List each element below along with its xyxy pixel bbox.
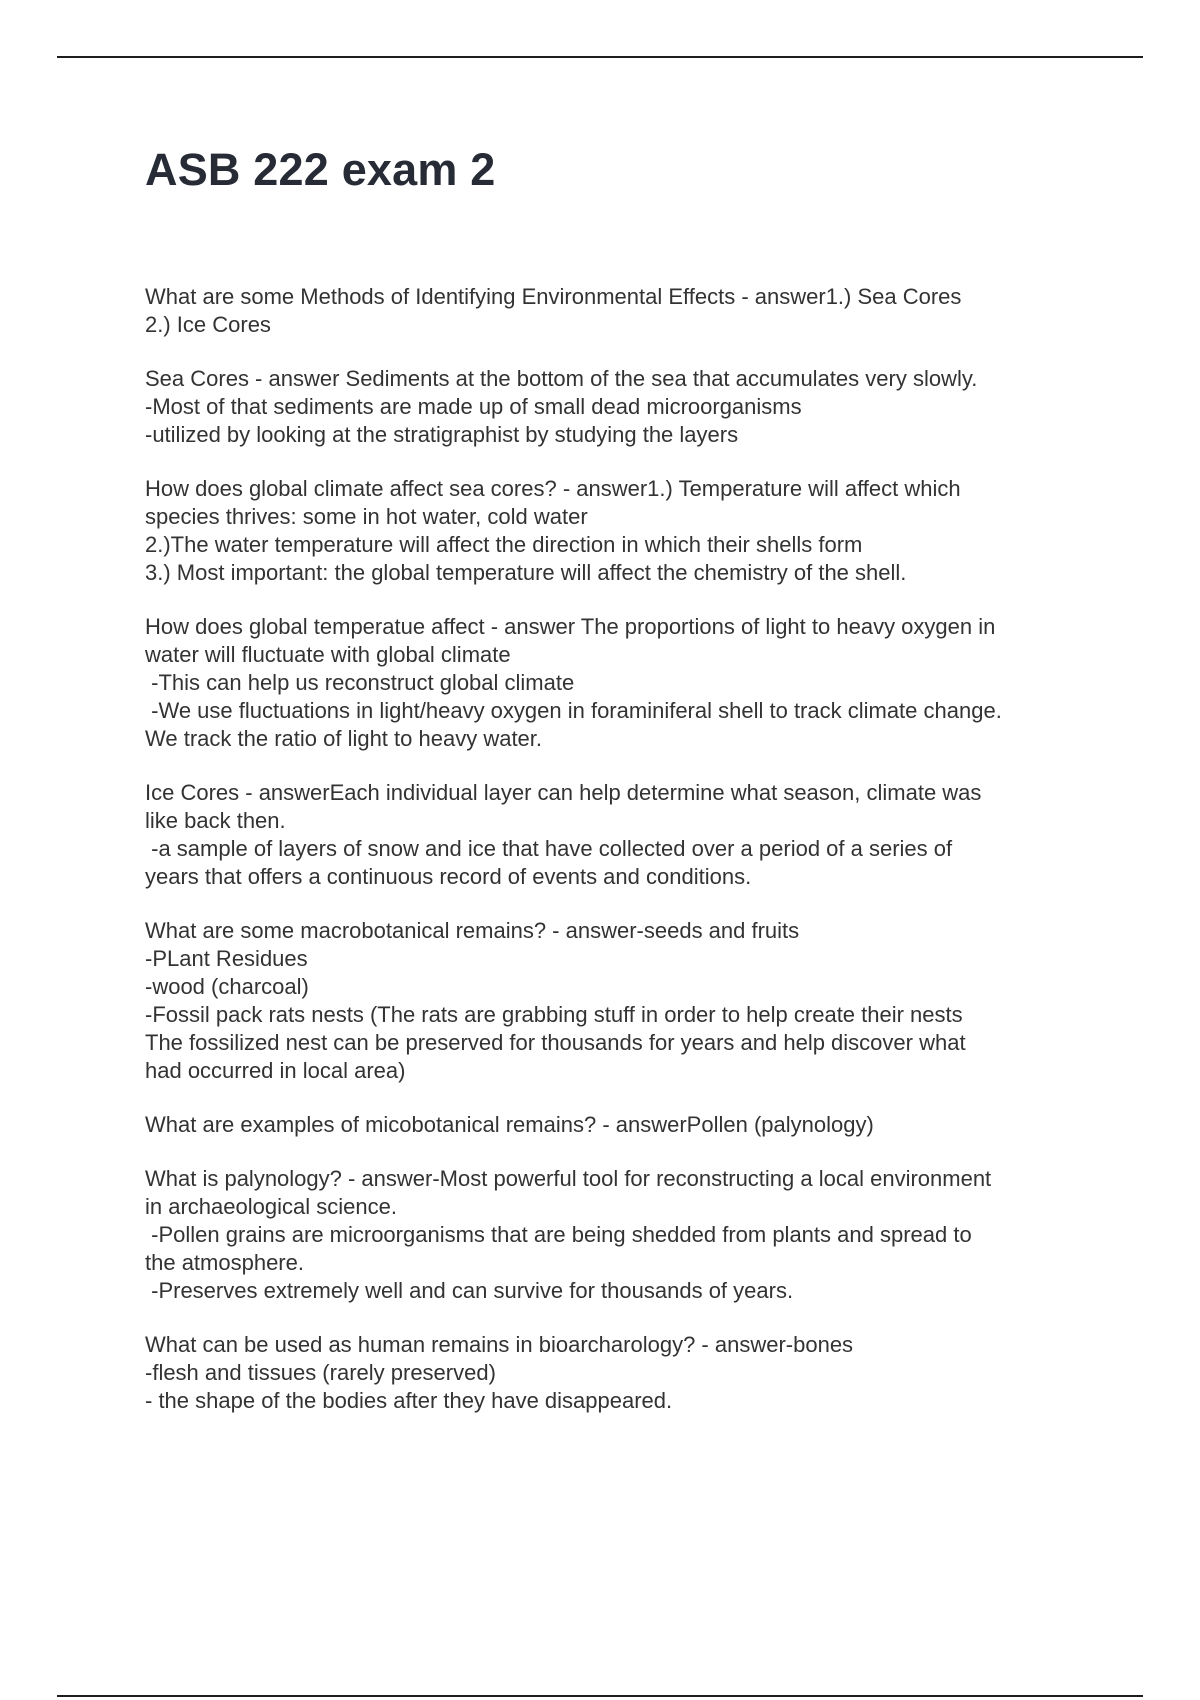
text-line: Sea Cores - answer Sediments at the bottom of the sea that accumulates very slowly.	[145, 366, 978, 391]
text-line: 2.) Ice Cores	[145, 312, 271, 337]
document-body	[145, 283, 1095, 1441]
qa-block	[145, 1331, 1095, 1415]
text-line: How does global temperatue affect - answer The proportions of light to heavy oxygen in	[145, 614, 996, 639]
text-line: like back then.	[145, 808, 286, 833]
text-line: in archaeological science.	[145, 1194, 397, 1219]
text-line: years that offers a continuous record of events and conditions.	[145, 864, 752, 889]
qa-block	[145, 1165, 1095, 1305]
text-line: The fossilized nest can be preserved for thousands for years and help discover what	[145, 1030, 966, 1055]
text-line: Ice Cores - answerEach individual layer can help determine what season, climate was	[145, 780, 982, 805]
text-line: water will fluctuate with global climate	[145, 642, 511, 667]
text-line: We track the ratio of light to heavy water.	[145, 726, 543, 751]
qa-block	[145, 917, 1095, 1085]
text-line: How does global climate affect sea cores? - answer1.) Temperature will affect which	[145, 476, 961, 501]
qa-block	[145, 1111, 1095, 1139]
qa-block	[145, 475, 1095, 587]
qa-block	[145, 365, 1095, 449]
text-line: -Most of that sediments are made up of small dead microorganisms	[145, 394, 802, 419]
text-line: -flesh and tissues (rarely preserved)	[145, 1360, 496, 1385]
text-line: -Fossil pack rats nests (The rats are grabbing stuff in order to help create their nests	[145, 1002, 963, 1027]
text-line: had occurred in local area)	[145, 1058, 406, 1083]
text-line: the atmosphere.	[145, 1250, 304, 1275]
text-line: species thrives: some in hot water, cold water	[145, 504, 588, 529]
text-line: What can be used as human remains in bioarcharology? - answer-bones	[145, 1332, 854, 1357]
bottom-rule	[57, 1695, 1143, 1697]
text-line: - the shape of the bodies after they have disappeared.	[145, 1388, 673, 1413]
text-line: What are some macrobotanical remains? - answer-seeds and fruits	[145, 918, 800, 943]
qa-block	[145, 283, 1095, 339]
text-line: -utilized by looking at the stratigraphist by studying the layers	[145, 422, 739, 447]
document-title: ASB 222 exam 2	[145, 144, 496, 195]
text-line: -wood (charcoal)	[145, 974, 309, 999]
text-line: What are some Methods of Identifying Environmental Effects - answer1.) Sea Cores	[145, 284, 962, 309]
qa-block	[145, 779, 1095, 891]
text-line: -We use fluctuations in light/heavy oxygen in foraminiferal shell to track climate change.	[145, 698, 1002, 723]
text-line: -Pollen grains are microorganisms that are being shedded from plants and spread to	[145, 1222, 972, 1247]
qa-block	[145, 613, 1095, 753]
top-rule	[57, 56, 1143, 58]
text-line: 3.) Most important: the global temperature will affect the chemistry of the shell.	[145, 560, 907, 585]
text-line: 2.)The water temperature will affect the direction in which their shells form	[145, 532, 863, 557]
text-line: -a sample of layers of snow and ice that have collected over a period of a series of	[145, 836, 953, 861]
text-line: -This can help us reconstruct global climate	[145, 670, 575, 695]
text-line: What are examples of micobotanical remains? - answerPollen (palynology)	[145, 1112, 874, 1137]
text-line: -Preserves extremely well and can survive for thousands of years.	[145, 1278, 794, 1303]
text-line: -PLant Residues	[145, 946, 308, 971]
text-line: What is palynology? - answer-Most powerful tool for reconstructing a local environment	[145, 1166, 992, 1191]
